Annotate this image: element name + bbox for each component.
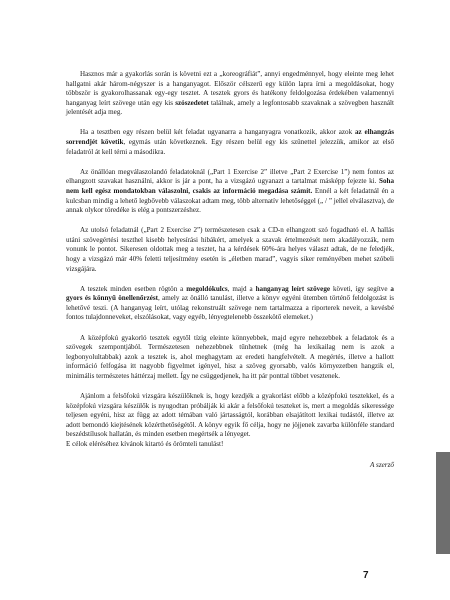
paragraph bbox=[66, 226, 394, 274]
text-run: , majd a bbox=[227, 284, 256, 293]
bold-text: hanganyag leírt szövege bbox=[255, 284, 331, 293]
text-run: Ha a tesztben egy részen belül két feladat ugyanarra a hanganyagra vonatkozik, akkor azok bbox=[80, 128, 355, 137]
side-tab-marker bbox=[436, 452, 450, 554]
text-run: , egymás után következnek. Egy részen belül egy kis szünettel jelezzük, amikor az első feladatról át kell térni a másodikra. bbox=[66, 138, 394, 156]
paragraph bbox=[66, 334, 394, 382]
text-run: E célok eléréséhez kívánok kitartó és örömteli tanulást! bbox=[66, 440, 224, 448]
text-run: , amely az önálló tanulást, illetve a könyv egyéni ütemben történő feldolgozást is lehetővé teszi. (A hanganyag leírt, utólag rekonstruált szövege nem tartalmazza a riporterek neveit, a kevésbé fontos tulajdonneveket, elszólásokat, vagy egyéb, lényegtelenebb összekötő elemeket.) bbox=[66, 294, 394, 322]
text-run: A tesztek minden esetben rögtön a bbox=[80, 284, 187, 293]
text-run: találnak, amely a legfontosabb szavaknak a szövegben használt jelentését adja meg. bbox=[66, 98, 394, 117]
paragraph bbox=[66, 285, 394, 323]
bold-text: szószedetet bbox=[175, 98, 209, 107]
author-signature: A szerző bbox=[369, 461, 394, 470]
text-run: Hasznos már a gyakorlás során is követni ezt a „koreográfiát”, annyi engedménnyel, hogy eleinte meg lehet hallgatni akár három-négyszer is a hanganyagot. Először célszerű egy külön lapra írni a megoldásokat, hogy többször is gyakorolhassanak egy-egy tesztet. A tesztek gyors és hatékony feldolgozása érdekében valamennyi hanganyag leírt szövege után egy kis bbox=[66, 70, 394, 107]
bold-text: Soha nem kell egész mondatokban válaszolni, csakis az információ megadása számít. bbox=[66, 177, 394, 195]
text-run: Ennél a két feladatnál én a kulcsban mindig a lehető legbővebb válaszokat adtam meg, több alternatív lehetőséggel („ / ” jellel elválasztva), de annak olykor töredéke is elég a pontszerzéshez. bbox=[66, 186, 395, 215]
text-run: Ajánlom a felsőfokú vizsgára készülőknek is, hogy kezdjék a gyakorlást előbb a középfokú tesztekkel, és a középfokú vizsgára készülők is nyugodtan próbálják ki akár a felsőfokú teszteket is, mert a megoldás sikeressége teljesen egyéni, hisz az függ az adott témában való jártasságtól, korábban elsajátított lexikai tudástól, illetve az adott bemondó kiejtésének közérthetőségétől. A könyv egyik fő célja, hogy ne jöjjenek zavarba különféle standard beszédstílusok hallatán, és minden esetben megértsék a lényeget. bbox=[66, 392, 394, 439]
bold-text: az elhangzás sorrendjét követik bbox=[66, 128, 395, 147]
page-number: 7 bbox=[363, 570, 369, 581]
bold-text: a gyors és könnyű önellenőrzést bbox=[66, 284, 394, 303]
text-run: A középfokú gyakorló tesztek egytől tízig eleinte könnyebbek, majd egyre nehezebbek a feladatok és a szövegek szempontjából. Természetesen nehezebbnek tűnhetnek (még ha lexikailag nem is azok a legbonyolultabbak) azok a tesztek is, ahol meghagytam az eredeti hangfelvételt. A megértés, illetve a hallott információ felfogása itt nagyobb figyelmet igényel, hisz a szöveg gyorsabb, valós környezetben hangzik el, minimális természetes háttérzaj mellett. Így ne csüggedjenek, ha itt pár ponttal többet vesztenek. bbox=[66, 333, 394, 380]
body-text bbox=[66, 70, 394, 470]
text-run: Az önállóan megválaszolandó feladatoknál („Part 1 Exercise 2” illetve „Part 2 Exercise 1”) nem fontos az elhangzott szavakat használni, akkor is jár a pont, ha a vizsgázó ugyanazt a tartalmat másképp fejezte ki. bbox=[66, 167, 394, 186]
paragraph bbox=[66, 70, 394, 118]
text-run: Az utolsó feladatnál („Part 2 Exercise 2”) természetesen csak a CD-n elhangzott szó fogadható el. A hallás utáni szövegértési teszthel kisebb helyesírási hibákért, amelyek a szavak értelmezését nem akadályozzák, nem vonunk le pontot. Sikeresen oldottak meg a tesztet, ha a kérdések 60%-ára helyes választ adtak, de ne feledjék, hogy a vizsgázó már 40% feletti teljesítmény esetén is „életben marad”, vagyis siker reményében mehet szóbeli vizsgájára. bbox=[66, 226, 394, 273]
text-run: követi, így segítve bbox=[330, 284, 391, 293]
paragraph bbox=[66, 168, 394, 216]
paragraph bbox=[66, 128, 394, 157]
bold-text: megoldókulcs bbox=[186, 284, 228, 293]
paragraph bbox=[66, 392, 394, 450]
